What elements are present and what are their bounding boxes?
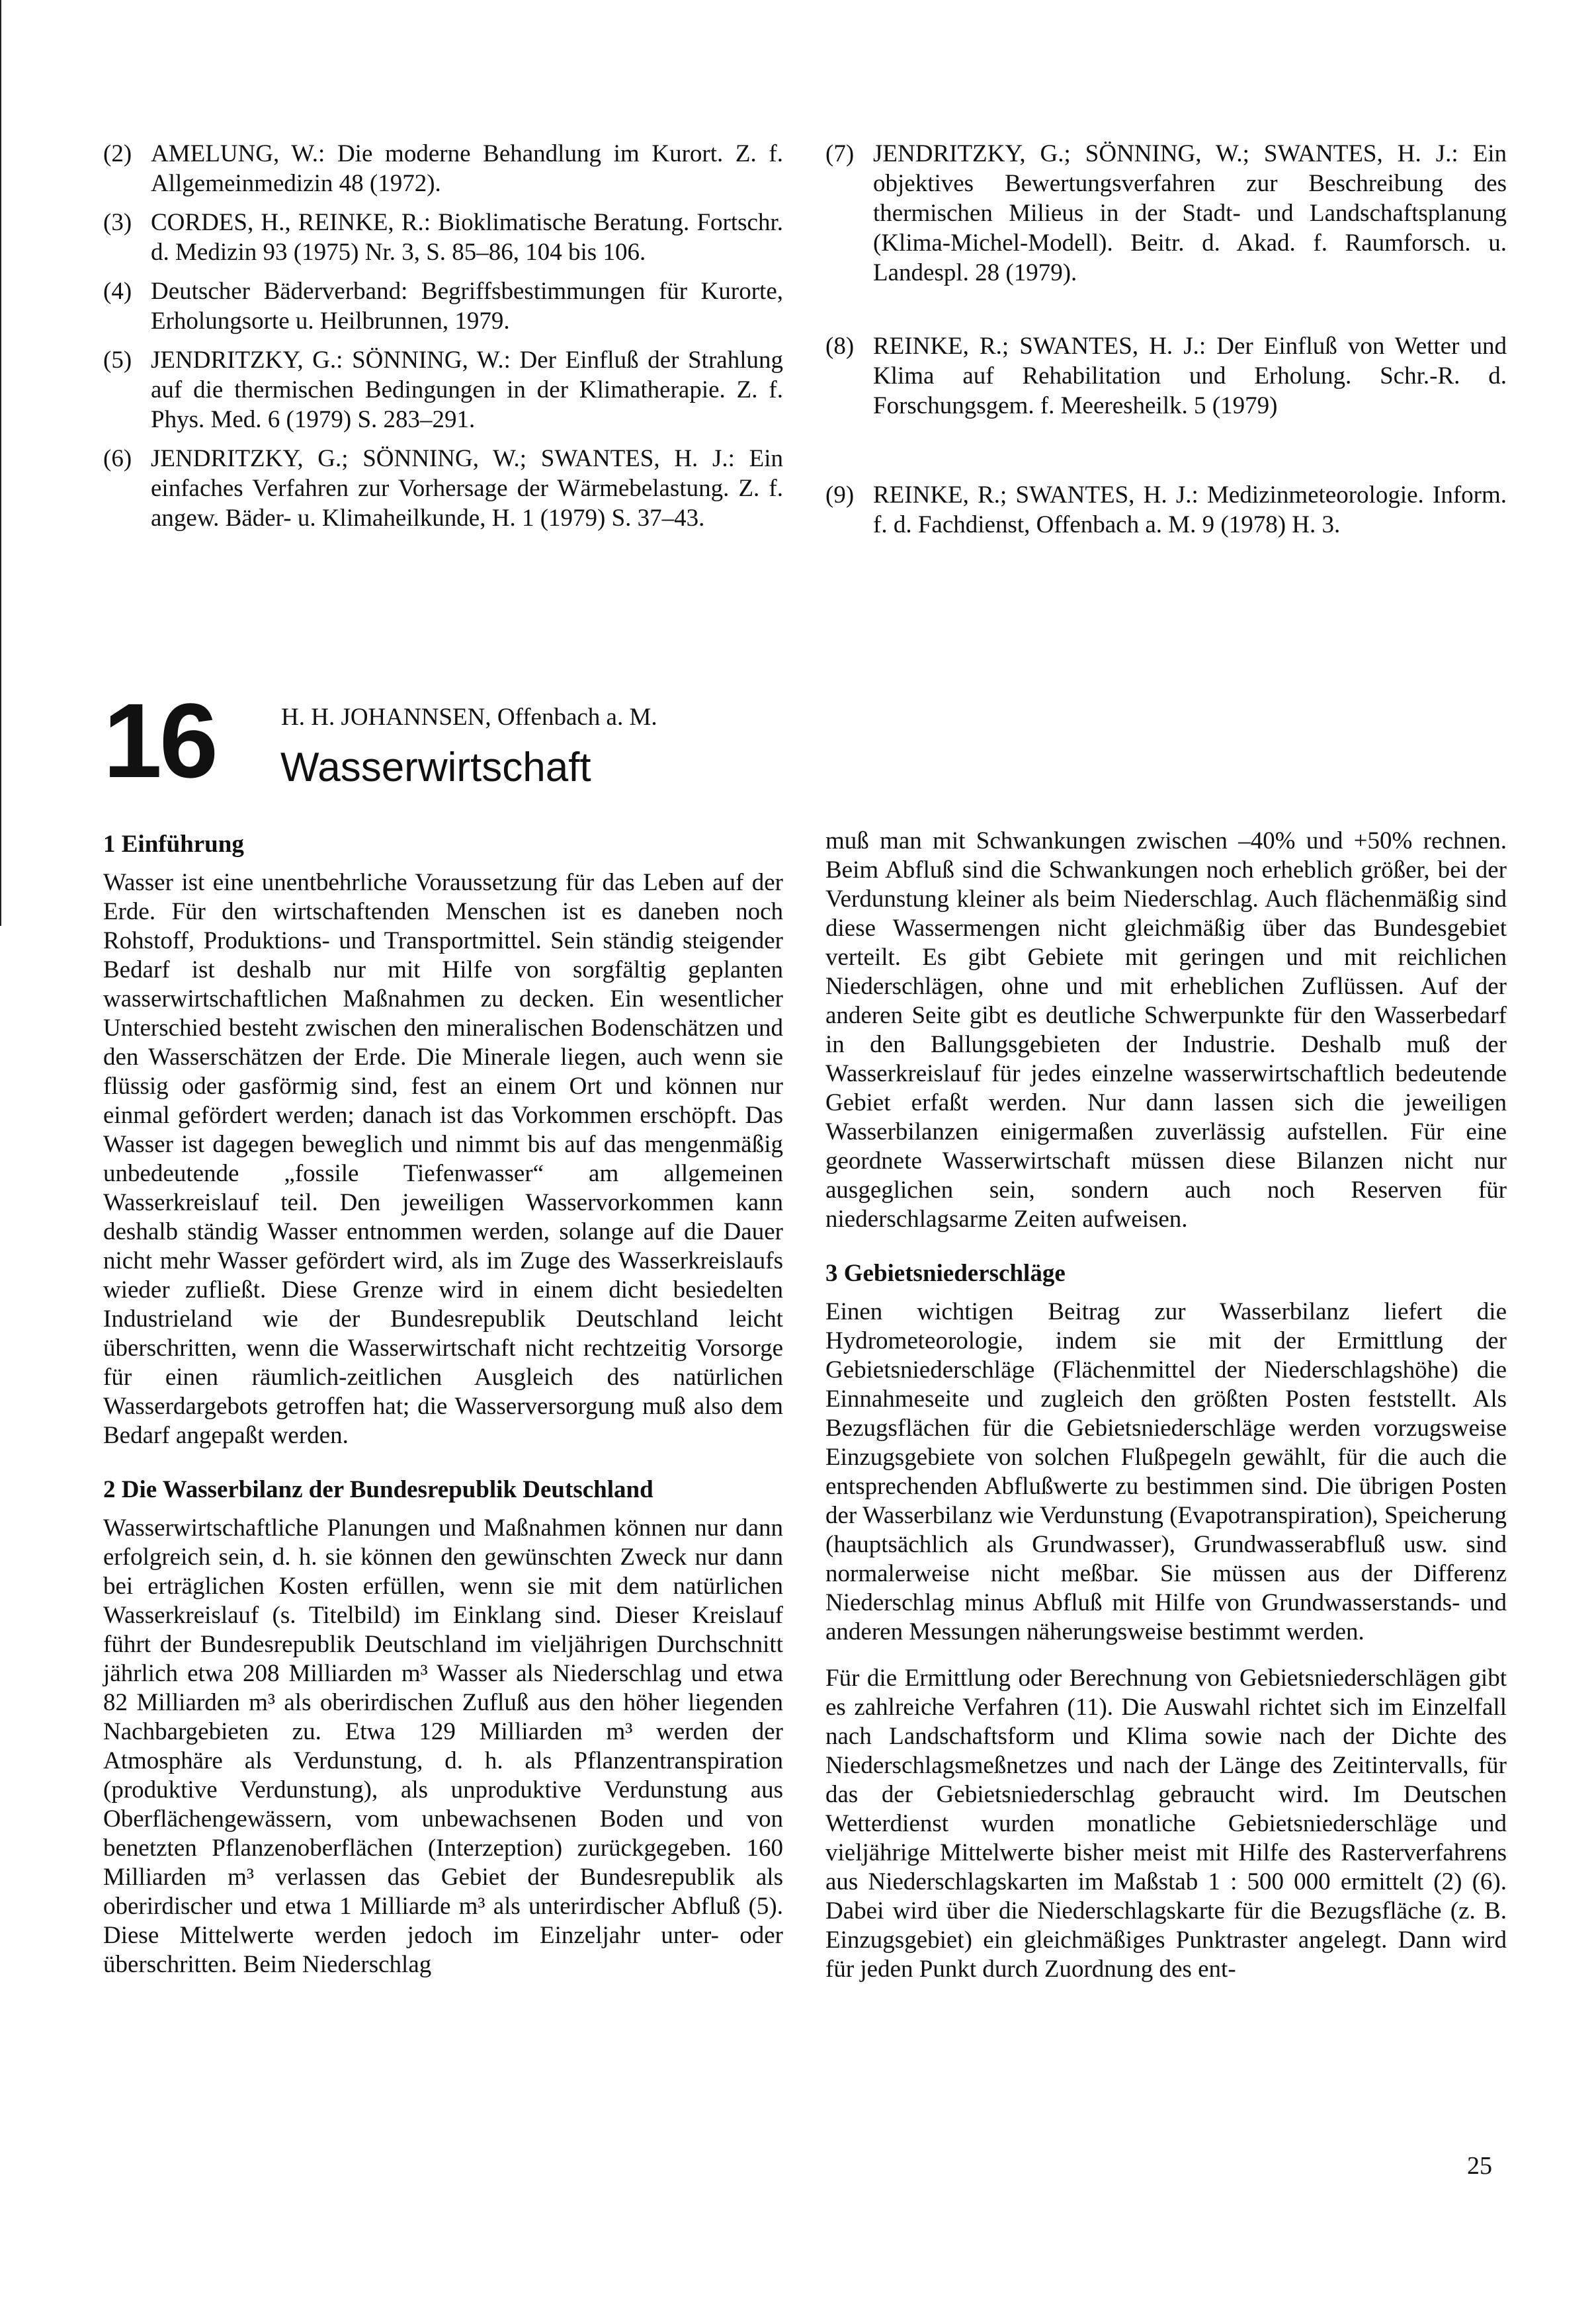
reference-item (103, 139, 783, 198)
reference-item (103, 276, 783, 336)
references-left-column (103, 139, 783, 542)
paragraph: Einen wichtigen Beitrag zur Wasserbilanz liefert die Hydrometeorologie, indem sie mit der Ermittlung der Gebietsniederschläge (Flächenmittel der Niederschlagshöhe) die Einnahmeseite und zugleich den größten Posten feststellt. Als Bezugsflächen für die Gebietsniederschläge werden vorzugsweise Einzugsgebiete von solchen Flußpegeln gewählt, für die auch die entsprechenden Abflußwerte zu bestimmen sind. Die übrigen Posten der Wasserbilanz wie Verdunstung (Evapotranspiration), Speicherung (hauptsächlich als Grundwasser), Grundwasserabfluß usw. sind normalerweise nicht meßbar. Sie müssen aus der Differenz Niederschlag minus Abfluß mit Hilfe von Grundwasserstands- und anderen Messungen näherungsweise bestimmt werden. (825, 1298, 1507, 1645)
section-heading: 1 Einführung (103, 831, 244, 858)
reference-number: (6) (103, 445, 132, 472)
reference-item (825, 139, 1507, 288)
section-heading: 2 Die Wasserbilanz der Bundesrepublik Deutschland (103, 1476, 653, 1503)
chapter-author: H. H. JOHANNSEN, Offenbach a. M. (281, 704, 657, 731)
reference-text: JENDRITZKY, G.; SÖNNING, W.; SWANTES, H. J.: Ein einfaches Verfahren zur Vorhersage der Wärmebelastung. Z. f. angew. Bäder- u. Klimaheilkunde, H. 1 (1979) S. 37–43. (151, 445, 783, 532)
reference-text: CORDES, H., REINKE, R.: Bioklimatische Beratung. Fortschr. d. Medizin 93 (1975) Nr. 3, S. 85–86, 104 bis 106. (151, 209, 783, 266)
reference-text: AMELUNG, W.: Die moderne Behandlung im Kurort. Z. f. Allgemeinmedizin 48 (1972). (151, 140, 783, 197)
reference-item (103, 345, 783, 435)
reference-item (825, 480, 1507, 540)
body-left-column (103, 830, 783, 1979)
section-heading: 3 Gebietsniederschläge (825, 1260, 1066, 1287)
reference-item (103, 208, 783, 267)
paragraph: muß man mit Schwankungen zwischen –40% und +50% rechnen. Beim Abfluß sind die Schwankungen noch erheblich größer, bei der Verdunstung kleiner als beim Niederschlag. Auch flächenmäßig sind diese Wassermengen nicht gleichmäßig über das Bundesgebiet verteilt. Es gibt Gebiete mit geringen und mit reichlichen Niederschlägen, ohne und mit erheblichen Zuflüssen. Auf der anderen Seite gibt es deutliche Schwerpunkte für den Wasserbedarf in den Ballungsgebieten der Industrie. Deshalb muß der Wasserkreislauf für jedes einzelne wasserwirtschaftlich bedeutende Gebiet erfaßt werden. Nur dann lassen sich die jeweiligen Wasserbilanzen einigermaßen zuverlässig aufstellen. Für eine geordnete Wasserwirtschaft müssen diese Bilanzen nicht nur ausgeglichen sein, sondern auch noch Reserven für niederschlagsarme Zeiten aufweisen. (825, 827, 1507, 1233)
reference-item (103, 444, 783, 533)
references-right-column (825, 139, 1507, 549)
paragraph: Wasserwirtschaftliche Planungen und Maßnahmen können nur dann erfolgreich sein, d. h. sie können den gewünschten Zweck nur dann bei erträglichen Kosten erfüllen, wenn sie mit dem natürlichen Wasserkreislauf (s. Titelbild) im Einklang sind. Dieser Kreislauf führt der Bundesrepublik Deutschland im vieljährigen Durchschnitt jährlich etwa 208 Milliarden m³ Wasser als Niederschlag und etwa 82 Milliarden m³ als oberirdischen Zufluß aus den höher liegenden Nachbargebieten zu. Etwa 129 Milliarden m³ werden der Atmosphäre als Verdunstung, d. h. als Pflanzentranspiration (produktive Verdunstung), als unproduktive Verdunstung aus Oberflächengewässern, vom unbewachsenen Boden und von benetzten Pflanzenoberflächen (Interzeption) zurückgegeben. 160 Milliarden m³ verlassen das Gebiet der Bundesrepublik als oberirdischer und etwa 1 Milliarde m³ als unterirdischer Abfluß (5). Diese Mittelwerte werden jedoch im Einzeljahr unter- oder überschritten. Beim Niederschlag (103, 1514, 783, 1978)
page-number: 25 (1467, 2152, 1492, 2180)
paragraph: Für die Ermittlung oder Berechnung von Gebietsniederschlägen gibt es zahlreiche Verfahren (11). Die Auswahl richtet sich im Einzelfall nach Landschaftsform und Klima sowie nach der Dichte des Niederschlagsmeßnetzes und nach der Länge des Zeitintervalls, für das der Gebietsniederschlag gebraucht wird. Im Deutschen Wetterdienst wurden monatliche Gebietsniederschläge und vieljährige Mittelwerte bisher meist mit Hilfe des Rasterverfahrens aus Niederschlagskarten im Maßstab 1 : 500 000 ermittelt (2) (6). Dabei wird über die Niederschlagskarte für die Bezugsfläche (z. B. Einzugsgebiet) ein gleichmäßiges Punktraster angelegt. Dann wird für jeden Punkt durch Zuordnung des ent- (825, 1665, 1507, 1983)
reference-number: (5) (103, 347, 132, 374)
reference-item (825, 331, 1507, 421)
paragraph: Wasser ist eine unentbehrliche Voraussetzung für das Leben auf der Erde. Für den wirtschaftenden Menschen ist es daneben noch Rohstoff, Produktions- und Transportmittel. Sein ständig steigender Bedarf ist deshalb nur mit Hilfe von sorgfältig geplanten wasserwirtschaftlichen Maßnahmen zu decken. Ein wesentlicher Unterschied besteht zwischen den mineralischen Bodenschätzen und den Wasserschätzen der Erde. Die Minerale liegen, auch wenn sie flüssig oder gasförmig sind, fest an einem Ort und können nur einmal gefördert werden; danach ist das Vorkommen erschöpft. Das Wasser ist dagegen beweglich und nimmt bis auf das mengenmäßig unbedeutende „fossile Tiefenwasser“ am allgemeinen Wasserkreislauf teil. Den jeweiligen Wasservorkommen kann deshalb ständig Wasser entnommen werden, solange auf die Dauer nicht mehr Wasser gefördert wird, als im Zuge des Wasserkreislaufs wieder zufließt. Diese Grenze wird in einem dicht besiedelten Industrieland wie der Bundesrepublik Deutschland leicht überschritten, wenn die Wasserwirtschaft nicht rechtzeitig Vorsorge für einen räumlich-zeitlichen Ausgleich des natürlichen Wasserdargebots getroffen hat; die Wasserversorgung muß also dem Bedarf angepaßt werden. (103, 869, 783, 1449)
reference-text: REINKE, R.; SWANTES, H. J.: Medizinmeteorologie. Inform. f. d. Fachdienst, Offenbach a. M. 9 (1978) H. 3. (873, 481, 1507, 538)
reference-text: JENDRITZKY, G.: SÖNNING, W.: Der Einfluß der Strahlung auf die thermischen Bedingungen in der Klimatherapie. Z. f. Phys. Med. 6 (1979) S. 283–291. (151, 347, 783, 433)
reference-number: (8) (825, 333, 855, 360)
body-right-column (825, 827, 1507, 1984)
reference-text: REINKE, R.; SWANTES, H. J.: Der Einfluß von Wetter und Klima auf Rehabilitation und Erholung. Schr.-R. d. Forschungsgem. f. Meeresheilk. 5 (1979) (873, 333, 1507, 419)
reference-text: Deutscher Bäderverband: Begriffsbestimmungen für Kurorte, Erholungsorte u. Heilbrunnen, 1979. (151, 278, 783, 335)
page-edge-line (0, 0, 1, 926)
chapter-title: Wasserwirtschaft (280, 745, 591, 790)
chapter-number: 16 (103, 681, 216, 800)
reference-text: JENDRITZKY, G.; SÖNNING, W.; SWANTES, H. J.: Ein objektives Bewertungsverfahren zur Beschreibung des thermischen Milieus in der Stadt- und Landschaftsplanung (Klima-Michel-Modell). Beitr. d. Akad. f. Raumforsch. u. Landespl. 28 (1979). (873, 140, 1507, 286)
reference-number: (9) (825, 481, 855, 509)
reference-number: (4) (103, 278, 132, 305)
reference-number: (2) (103, 140, 132, 167)
reference-number: (7) (825, 140, 855, 167)
reference-number: (3) (103, 209, 132, 236)
